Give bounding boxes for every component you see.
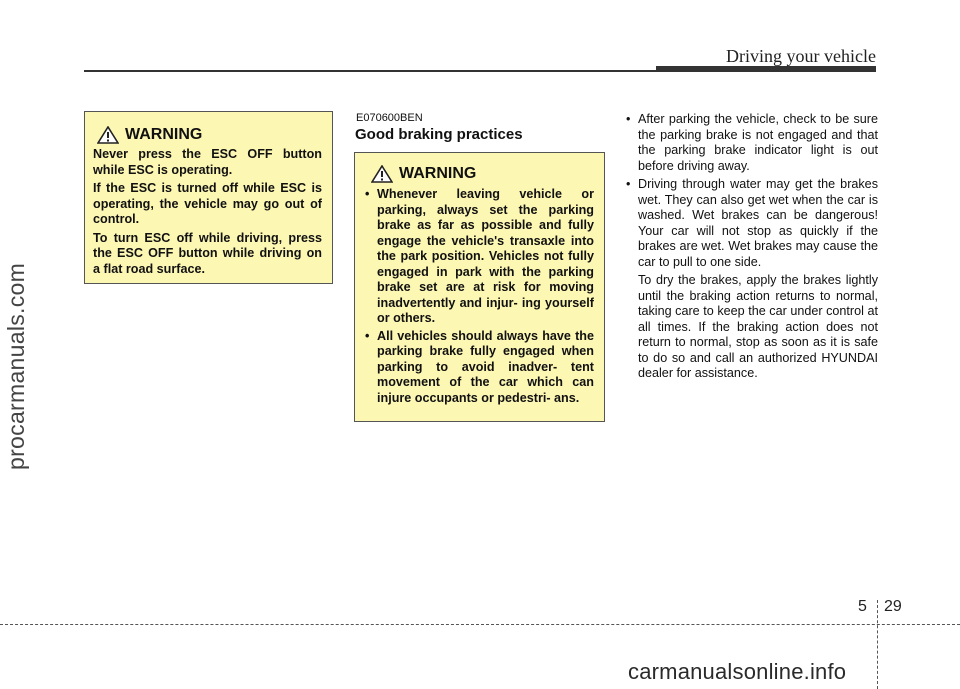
header-rule xyxy=(84,70,704,72)
body-bullet xyxy=(624,177,878,270)
warning-heading-text: WARNING xyxy=(399,165,477,182)
side-watermark: procarmanuals.com xyxy=(3,262,29,470)
bullet-dot-icon: • xyxy=(626,112,631,126)
warning-bullet xyxy=(365,329,594,407)
section-code: E070600BEN xyxy=(356,112,423,124)
section-title: Good braking practices xyxy=(355,126,523,143)
warning-triangle-icon xyxy=(371,165,393,183)
warning-heading xyxy=(371,165,594,183)
bullet-dot-icon: • xyxy=(626,177,631,191)
chapter-number: 5 xyxy=(858,598,867,615)
footer-rule xyxy=(0,624,960,625)
body-bullet xyxy=(624,112,878,174)
page-number: 29 xyxy=(884,598,902,615)
warning-heading-text: WARNING xyxy=(125,126,203,143)
body-paragraph: To dry the brakes, apply the brakes lightly until the braking action returns to normal, taking care to keep the car under control at all times. If the braking action does not return to normal, stop as soon as it is safe to do so and call an authorized HYUNDAI dealer for assistance. xyxy=(638,273,878,380)
footer-divider xyxy=(877,600,878,689)
warning-paragraph: If the ESC is turned off while ESC is operating, the vehicle may go out of control. xyxy=(93,181,322,226)
warning-paragraph: Never press the ESC OFF button while ESC is operating. xyxy=(93,147,322,177)
warning-bullet xyxy=(365,187,594,327)
warning-bullet-text: Whenever leaving vehicle or parking, always set the parking brake as far as possible and fully engage the vehicle's transaxle into the park position. Vehicles not fully engaged in park with the parking brake set are at risk for moving inadvertently and injur- ing yourself or others. xyxy=(377,187,594,325)
header-rule-accent xyxy=(656,66,876,72)
warning-box-parking xyxy=(354,152,605,422)
warning-heading xyxy=(97,126,322,144)
warning-paragraph: To turn ESC off while driving, press the ESC OFF button while driving on a flat road surface. xyxy=(93,230,322,276)
right-column xyxy=(624,112,878,382)
body-bullet-text: After parking the vehicle, check to be sure the parking brake is not engaged and that the parking brake indicator light is out before driving away. xyxy=(638,112,878,173)
bullet-dot-icon: • xyxy=(365,328,370,343)
warning-bullet-text: All vehicles should always have the parking brake fully engaged when parking to avoid inadver- tent movement of the car which can injure occupants or pedestri- ans. xyxy=(377,328,594,405)
header-title: Driving your vehicle xyxy=(726,46,876,66)
warning-triangle-icon xyxy=(97,126,119,144)
warning-box-esc xyxy=(84,111,333,284)
bottom-watermark: carmanualsonline.info xyxy=(628,659,847,684)
bullet-dot-icon: • xyxy=(365,187,370,201)
body-bullet-text: Driving through water may get the brakes wet. They can also get wet when the car is washed. Wet brakes can be dangerous! Your car will not stop as quickly if the brakes are wet. Wet brakes may cause the car to pull to one side. xyxy=(638,177,878,269)
